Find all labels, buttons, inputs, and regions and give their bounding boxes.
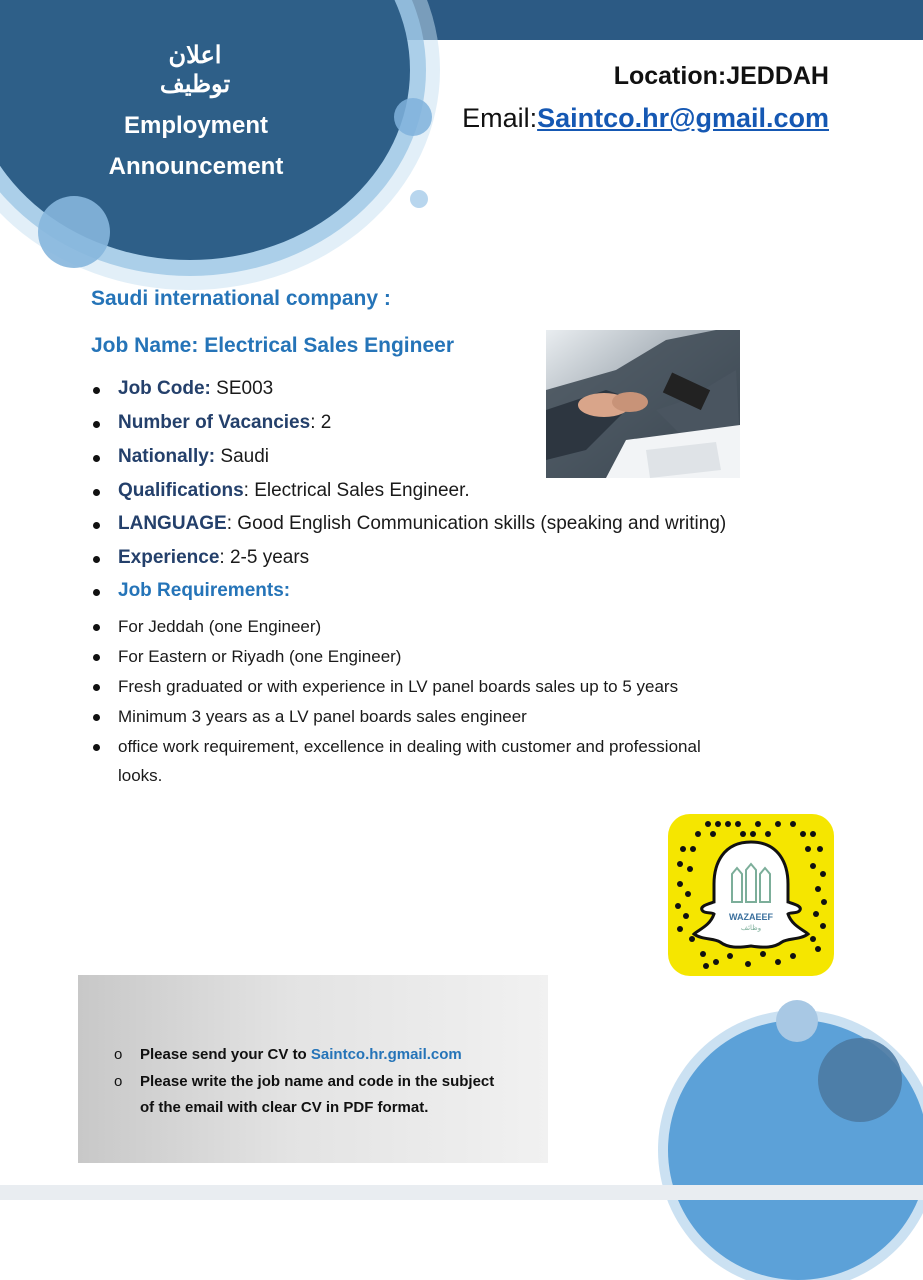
bullet-dot <box>93 522 100 529</box>
bullet-dot <box>93 744 100 751</box>
detail-value: : Good English Communication skills (speaking and writing) <box>226 513 727 534</box>
cv-instructions-panel <box>78 975 548 1163</box>
bullet-dot <box>93 489 100 496</box>
email-label: Email: <box>462 103 538 133</box>
job-name-heading: Job Name: Electrical Sales Engineer <box>91 334 454 357</box>
requirements-title: Job Requirements: <box>118 580 291 601</box>
email-link[interactable]: Saintco.hr@gmail.com <box>537 103 829 133</box>
detail-value: : 2-5 years <box>219 547 310 568</box>
employment-announcement-title <box>60 105 332 187</box>
arabic-title: اعلان توظيف <box>159 40 231 98</box>
bullet-dot <box>93 589 100 596</box>
requirements-heading <box>118 580 290 602</box>
panel-bullet: o <box>114 1073 123 1090</box>
send-cv-instruction <box>140 1042 462 1068</box>
requirement-item-continued: looks. <box>118 766 163 785</box>
send-cv-text: Please send your CV to <box>140 1046 311 1063</box>
detail-value: Saudi <box>215 446 269 467</box>
detail-label: Experience <box>118 547 220 568</box>
decorative-circle <box>394 98 432 136</box>
requirement-item: Fresh graduated or with experience in LV panel boards sales up to 5 years <box>118 677 679 696</box>
snapcode-qr[interactable] <box>668 814 834 976</box>
bullet-dot <box>93 654 100 661</box>
detail-label: Qualifications <box>118 480 244 501</box>
location-text: Location:JEDDAH <box>613 62 829 90</box>
detail-label: Nationally: <box>118 446 216 467</box>
requirement-item: For Jeddah (one Engineer) <box>118 617 322 636</box>
detail-vacancies <box>118 412 331 434</box>
requirement-item: Minimum 3 years as a LV panel boards sales engineer <box>118 707 527 726</box>
requirement-item: office work requirement, excellence in dealing with customer and professional <box>118 737 701 756</box>
bullet-dot <box>93 421 100 428</box>
cv-email-link[interactable]: Saintco.hr.gmail.com <box>310 1046 462 1063</box>
email-line <box>462 103 829 134</box>
bullet-dot <box>93 556 100 563</box>
subject-instruction: Please write the job name and code in the subject <box>140 1073 495 1090</box>
detail-value: : Electrical Sales Engineer. <box>243 480 470 501</box>
decorative-circle <box>38 196 110 268</box>
decorative-circle <box>776 1000 818 1042</box>
decorative-circle <box>818 1038 902 1122</box>
detail-value: SE003 <box>210 378 274 399</box>
bullet-dot <box>93 455 100 462</box>
requirement-item: For Eastern or Riyadh (one Engineer) <box>118 647 402 666</box>
bullet-dot <box>93 624 100 631</box>
detail-label: Job Code: <box>118 378 211 399</box>
detail-label: Number of Vacancies <box>118 412 311 433</box>
detail-qualifications <box>118 480 470 502</box>
title-line: Employment <box>123 112 269 139</box>
panel-bullet: o <box>114 1046 123 1063</box>
snapcode-brand: WAZAEEF <box>729 912 773 922</box>
page-bottom-strip <box>0 1185 923 1200</box>
subject-instruction-continued: of the email with clear CV in PDF format. <box>140 1099 429 1116</box>
detail-nationality <box>118 446 269 468</box>
bullet-dot <box>93 714 100 721</box>
bullet-dot <box>93 684 100 691</box>
decorative-circle <box>410 190 428 208</box>
handshake-photo <box>546 330 740 478</box>
snapcode-brand-arabic: وظائف <box>740 924 762 932</box>
detail-experience <box>118 547 309 569</box>
detail-language <box>118 513 726 535</box>
title-line: Announcement <box>108 153 284 180</box>
company-heading: Saudi international company : <box>91 287 391 310</box>
detail-job-code <box>118 378 273 400</box>
detail-value: : 2 <box>310 412 332 433</box>
detail-label: LANGUAGE <box>118 513 227 534</box>
bullet-dot <box>93 387 100 394</box>
